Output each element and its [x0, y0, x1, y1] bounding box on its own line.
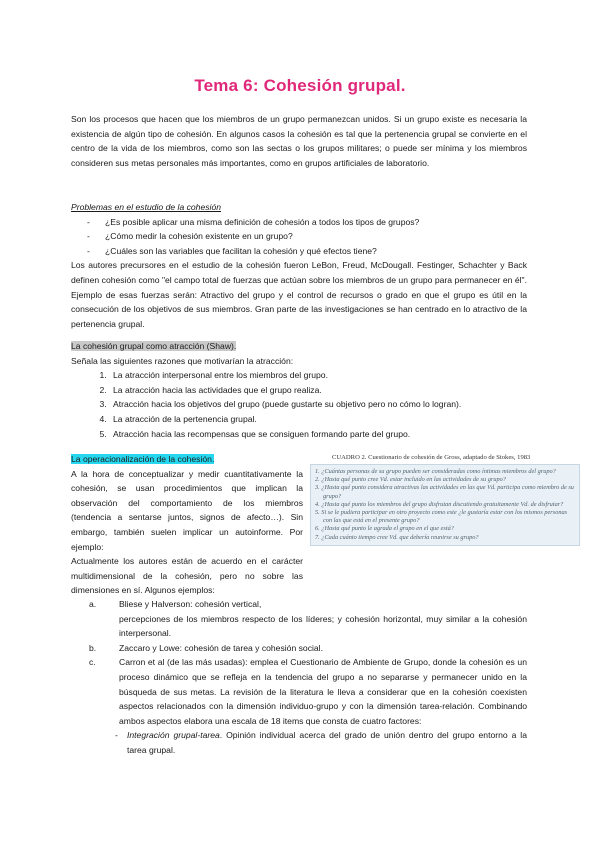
sub-list-text: . Opinión individual acerca del grado de unión dentro del grupo entorno a la tarea grupal.	[127, 730, 527, 755]
list-item-text: Carron et al (de las más usadas): emplea el Cuestionario de Ambiente de Grupo, donde la cohesión es un proceso dinámico que se refleja en la tendencia del grupo a no separarse y permanecer unido en la búsqueda de sus metas. La revisión de la literatura le lleva a considerar que en la cohesión coexisten aspectos relacionados con la dimensión individuo-grupo y con la dimensión tarea-relación. Combinando ambos aspectos elabora una escala de 18 items que consta de cuatro factores:	[119, 657, 527, 726]
figure-question: 4. ¿Hasta qué punto los miembros del grupo disfrutan discutiendo gratuitamente Vd. de disfrutar?	[315, 500, 564, 508]
problems-section	[71, 200, 527, 331]
figure-question: 2. ¿Hasta qué punto cree Vd. estar incluido en las actividades de su grupo?	[315, 476, 506, 484]
attraction-heading: La cohesión grupal como atracción (Shaw).	[71, 341, 237, 351]
dimensions-list	[71, 597, 527, 728]
operational-intro	[71, 452, 303, 598]
figure-question: 5. Si se le pudiera participar en otro proyecto como este ¿le gustaría estar con los mismos personas con las que está en el presente grupo?	[315, 509, 568, 525]
list-item	[71, 655, 527, 728]
list-item-text: Zaccaro y Lowe: cohesión de tarea y cohesión social.	[119, 642, 323, 653]
problems-paragraph: Los autores precursores en el estudio de la cohesión fueron LeBon, Freud, McDougall. Festinger, Schachter y Back definen cohesión como "el campo total de fuerzas que actúan sobre los miembros de un grupo para permanecer en él". Ejemplo de esas fuerzas serán: Atractivo del grupo y el control de recursos o grado en que el grupo es útil en la consecución de los objetivos de sus miembros. Gran parte de las investigaciones se han centrado en lo atractivo de la pertenencia grupal.	[71, 260, 527, 329]
list-marker: a.	[89, 599, 97, 609]
list-item: 1. La atracción interpersonal entre los miembros del grupo.	[109, 368, 527, 383]
list-item	[71, 641, 527, 656]
figure-question: 1. ¿Cuántas personas de su grupo pueden ser consideradas como íntimas miembros del grupo?	[315, 468, 556, 475]
list-item	[71, 597, 527, 641]
list-item: 4. La atracción de la pertenencia grupal.	[109, 412, 527, 427]
cohesion-questionnaire-figure	[310, 454, 580, 572]
sub-list-term: Integración grupal-tarea	[127, 730, 220, 741]
attraction-section	[71, 339, 527, 441]
figure-question: 7. ¿Cada cuánto tiempo cree Vd. que debería reunirse su grupo?	[315, 533, 479, 541]
list-item: - ¿Cuáles son las variables que facilitan la cohesión y qué efectos tiene?	[87, 244, 527, 259]
problems-heading: Problemas en el estudio de la cohesión	[71, 202, 222, 212]
list-item: 3. Atracción hacia los objetivos del grupo (puede gustarte su objetivo pero no cómo lo logran).	[109, 397, 527, 412]
list-item-text: Bliese y Halverson: cohesión vertical,	[119, 599, 262, 609]
figure-question-box	[310, 464, 580, 546]
list-marker: c.	[89, 657, 96, 668]
dimensions-list-section	[71, 597, 527, 758]
list-item: - ¿Es posible aplicar una misma definición de cohesión a todos los tipos de grupos?	[87, 215, 527, 230]
page-title: Tema 6: Cohesión grupal.	[194, 76, 406, 95]
intro-paragraph: Son los procesos que hacen que los miembros de un grupo permanezcan unidos. Si un grupo existe es necesaria la existencia de algún tipo de cohesión. En algunos casos la cohesión es tal que la pertenencia grupal se convierte en el centro de la vida de los miembros, como son las sectas o los grupos militares; o puede ser mínima y los miembros consideren sus metas personales más importantes, como en grupos artificiales de laboratorio.	[71, 114, 527, 168]
list-item: 5. Atracción hacia las recompensas que se consiguen formando parte del grupo.	[109, 427, 527, 442]
figure-caption: CUADRO 2. Cuestionario de cohesión de Gross, adaptado de Stokes, 1983	[332, 454, 531, 461]
list-marker: b.	[89, 642, 97, 653]
attraction-list	[71, 368, 527, 441]
operational-p1: A la hora de conceptualizar y medir cuantitativamente la cohesión, se usan procedimientos que implican la observación del comportamiento de los miembros (tendencia a sentarse juntos, signos de afecto…). Sin embargo, también suelen implicar un autoinforme. Por ejemplo:	[71, 468, 303, 552]
list-item: 2. La atracción hacia las actividades que el grupo realiza.	[109, 383, 527, 398]
problems-list	[71, 215, 527, 259]
sub-list-item: - Integración grupal-tarea. Opinión individual acerca del grado de unión dentro del grupo entorno a la tarea grupal.	[115, 730, 527, 755]
list-item-continuation: percepciones de los miembros respecto de los líderes; y cohesión horizontal, muy similar a la cohesión interpersonal.	[119, 613, 527, 639]
figure-question: 3. ¿Hasta qué punto considera atractivas las actividades en las que Vd. participa como miembro de su grupo?	[315, 484, 574, 500]
figure-question: 6. ¿Hasta qué punto le agrada el grupo en el que está?	[315, 525, 454, 533]
list-item: - ¿Cómo medir la cohesión existente en un grupo?	[87, 229, 527, 244]
operational-p2: Actualmente los autores están de acuerdo en el carácter multidimensional de la cohesión, pero no sobre las dimensiones en sí. Algunos ejemplos:	[71, 556, 303, 596]
attraction-intro: Señala las siguientes razones que motivarían la atracción:	[71, 355, 294, 366]
operational-heading: La operacionalización de la cohesión.	[71, 454, 215, 464]
